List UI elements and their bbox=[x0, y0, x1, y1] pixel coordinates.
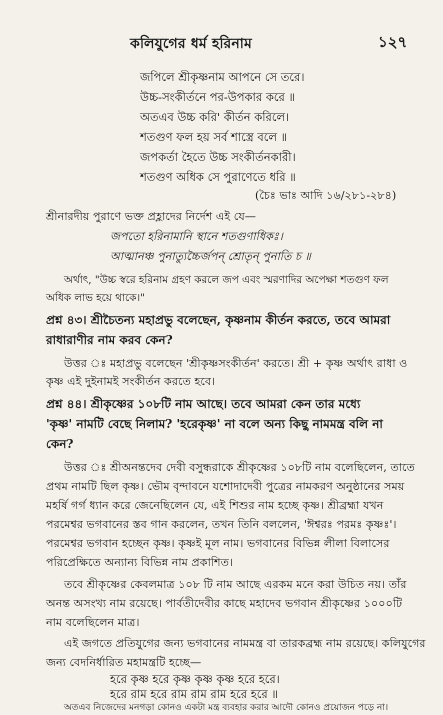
question-43: রাধারাণীর নাম করব কেন? bbox=[46, 333, 173, 347]
sanskrit-line: আত্মানঞ্চ পুনাত্যুচ্চৈর্জপন্ শ্রোতৃন্ পুনাতি চ ॥ bbox=[110, 250, 311, 263]
question-44: কেন? bbox=[46, 437, 74, 451]
answer-44: উত্তর ঃ শ্রীঅনন্তদেব দেবী বসুন্ধরাকে শ্রীকৃষ্ণের ১০৮টি নাম বলেছিলেন, তাতে bbox=[64, 461, 415, 474]
answer-44: পরমেশ্বর ভগবান হচ্ছেন কৃষ্ণ। কৃষ্ণই মূল নাম। ভগবানের বিভিন্ন লীলা বিলাসের bbox=[46, 537, 390, 550]
paragraph-line: অনন্ত অসংখ্য নাম রয়েছে। পার্বতীদেবীর কাছে মহাদেব ভগবান শ্রীকৃষ্ণের ১০০০টি bbox=[46, 597, 403, 610]
question-44: 'কৃষ্ণ' নামটি বেছে নিলাম? 'হরেকৃষ্ণ' না বলে অন্য কিছু নামমন্ত্র বলি না bbox=[46, 417, 383, 431]
sanskrit-line: জপতো হরিনামানি স্থানে শতগুণাধিকঃ। bbox=[110, 230, 283, 243]
verse-line: অতএব উচ্চ করি' কীর্তন করিলে। bbox=[140, 110, 290, 124]
question-44: প্রশ্ন ৪৪। শ্রীকৃষ্ণের ১০৮টি নাম আছে। তবে আমরা কেন তার মধ্যে bbox=[46, 397, 361, 411]
page-number: ১২৭ bbox=[378, 33, 408, 51]
question-43: প্রশ্ন ৪৩। শ্রীচৈতন্য মহাপ্রভু বলেছেন, কৃষ্ণনাম কীর্তন করতে, তবে আমরা bbox=[46, 313, 391, 327]
verse-line: উচ্চ-সংকীর্তনে পর-উপকার করে ॥ bbox=[140, 90, 296, 104]
answer-44: মহর্ষি গর্গ ধ্যান করে জেনেছিলেন যে, এই শিশুর নাম হচ্ছে কৃষ্ণ। শ্রীব্রহ্মা যখন bbox=[46, 499, 384, 512]
running-header-title: কলিযুগের ধর্ম হরিনাম bbox=[130, 36, 253, 52]
paragraph-line: এই জগতে প্রতিযুগের জন্য ভগবানের নামমন্ত্র বা তারকব্রহ্ম নাম রয়েছে। কলিযুগের bbox=[64, 637, 426, 650]
paragraph-line: নাম বলেছিলেন মাত্র। bbox=[46, 616, 140, 629]
narada-intro: শ্রীনারদীয় পুরাণে ভক্ত প্রহ্লাদের নির্দেশ এই যে— bbox=[46, 210, 256, 223]
paragraph-line: জন্য বেদনির্ধারিত মহামন্ত্রটি হচ্ছে— bbox=[46, 656, 202, 669]
verse-line: জপকর্তা হৈতে উচ্চ সংকীর্তনকারী। bbox=[140, 150, 296, 164]
verse-line: শতগুণ অধিক সে পুরাণেতে ধরি ॥ bbox=[140, 170, 296, 184]
answer-43: কৃষ্ণ এই দুইনামই সংকীর্তন করতে হবে। bbox=[46, 375, 216, 388]
mahamantra-line: হরে রাম হরে রাম রাম রাম হরে হরে ॥ bbox=[110, 687, 278, 701]
closing-paragraph: অতএব নিজেদের মনগড়া কোনও একটা মন্ত্র ব্যবহার করার আদৌ কোনও প্রয়োজন পড়ে না। bbox=[64, 703, 389, 713]
verse-line: শতগুণ ফল হয় সর্ব শাস্ত্রে বলে ॥ bbox=[140, 130, 288, 144]
answer-44: পরিপ্রেক্ষিতে অন্যান্য বিভিন্ন নাম প্রকাশিত। bbox=[46, 556, 234, 569]
answer-44: পরমেশ্বর ভগবানের স্তব গান করলেন, তখন তিনি বললেন, 'ঈশ্বরঃ পরমঃ কৃষ্ণঃ'। bbox=[46, 518, 397, 531]
verse-line: জপিলে শ্রীকৃষ্ণনাম আপনে সে তরে। bbox=[140, 70, 305, 84]
mahamantra-line: হরে কৃষ্ণ হরে কৃষ্ণ কৃষ্ণ কৃষ্ণ হরে হরে। bbox=[110, 672, 280, 686]
meaning-line: অর্থাৎ, "উচ্চ স্বরে হরিনাম গ্রহণ করলে জপ এবং স্মরণাদির অপেক্ষা শতগুণ ফল bbox=[64, 274, 389, 286]
answer-43: উত্তর ঃ মহাপ্রভু বলেছেন 'শ্রীকৃষ্ণসংকীর্তন' করতে। শ্রী + কৃষ্ণ অর্থাৎ রাধা ও bbox=[64, 357, 408, 370]
answer-44: প্রথম নামটি ছিল কৃষ্ণ। ভৌম বৃন্দাবনে যশোদাদেবী পুত্রের নামকরণ অনুষ্ঠানের সময় bbox=[46, 480, 405, 493]
paragraph-line: তবে শ্রীকৃষ্ণের কেবলমাত্র ১০৮ টি নাম আছে এরকম মনে করা উচিত নয়। তাঁর bbox=[64, 578, 407, 591]
verse-citation: (চৈঃ ভাঃ আদি ১৬/২৮১-২৮৪) bbox=[255, 189, 397, 202]
meaning-line: অধিক লাভ হয়ে থাকে।" bbox=[46, 292, 145, 304]
